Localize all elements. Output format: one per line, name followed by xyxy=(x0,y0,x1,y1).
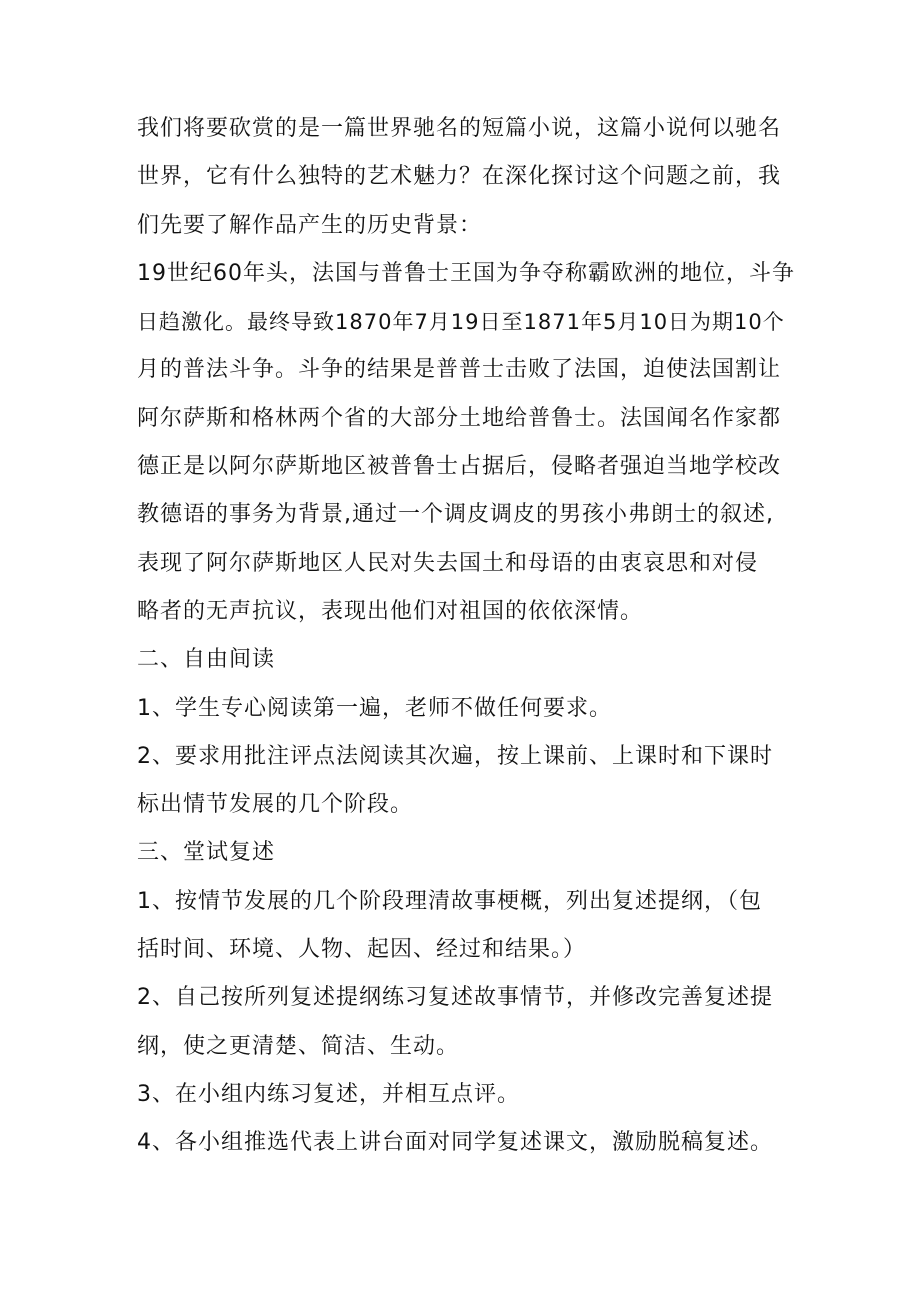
list-item: 2、要求用批注评点法阅读其次遍，按上课前、上课时和下课时 xyxy=(137,743,773,769)
text-line: 教德语的事务为背景,通过一个调皮调皮的男孩小弗朗士的叙述, xyxy=(137,502,774,528)
text-line: 月的普法斗争。斗争的结果是普普士击败了法国，迫使法国割让 xyxy=(137,357,782,383)
text-line: 们先要了解作品产生的历史背景： xyxy=(137,212,483,238)
list-item: 4、各小组推选代表上讲台面对同学复述课文，激励脱稿复述。 xyxy=(137,1130,773,1156)
section-heading: 三、堂试复述 xyxy=(137,840,276,866)
text-line: 德正是以阿尔萨斯地区被普鲁士占据后，侵略者强迫当地学校改 xyxy=(137,454,782,480)
document-body xyxy=(137,105,797,1168)
text-line: 表现了阿尔萨斯地区人民对失去国土和母语的由衷哀思和对侵 xyxy=(137,550,759,576)
text-line: 略者的无声抗议，表现出他们对祖国的依依深情。 xyxy=(137,598,644,624)
list-item: 3、在小组内练习复述，并相互点评。 xyxy=(137,1081,520,1107)
text-line: 括时间、环境、人物、起因、经过和结果。） xyxy=(137,937,587,963)
text-line: 日趋激化。最终导致1870年7月19日至1871年5月10日为期10个 xyxy=(137,310,785,335)
text-line: 纲，使之更清楚、简洁、生动。 xyxy=(137,1033,460,1059)
list-item: 1、学生专心阅读第一遍，老师不做任何要求。 xyxy=(137,695,612,721)
text-line: 19世纪60年头，法国与普鲁士王国为争夺称霸欧洲的地位，斗争 xyxy=(137,260,795,286)
text-line: 标出情节发展的几个阶段。 xyxy=(137,792,414,818)
text-line: 我们将要砍赏的是一篇世界驰名的短篇小说，这篇小说何以驰名 xyxy=(137,116,782,141)
text-line: 阿尔萨斯和格林两个省的大部分土地给普鲁士。法国闻名作家都 xyxy=(137,405,782,431)
list-item: 2、自己按所列复述提纲练习复述故事情节，并修改完善复述提 xyxy=(137,985,773,1011)
text-line: 世界，它有什么独特的艺术魅力？在深化探讨这个问题之前，我 xyxy=(137,164,782,190)
section-heading: 二、自由间读 xyxy=(137,647,276,673)
list-item: 1、按情节发展的几个阶段理清故事梗概，列出复述提纲，（包 xyxy=(137,888,762,914)
